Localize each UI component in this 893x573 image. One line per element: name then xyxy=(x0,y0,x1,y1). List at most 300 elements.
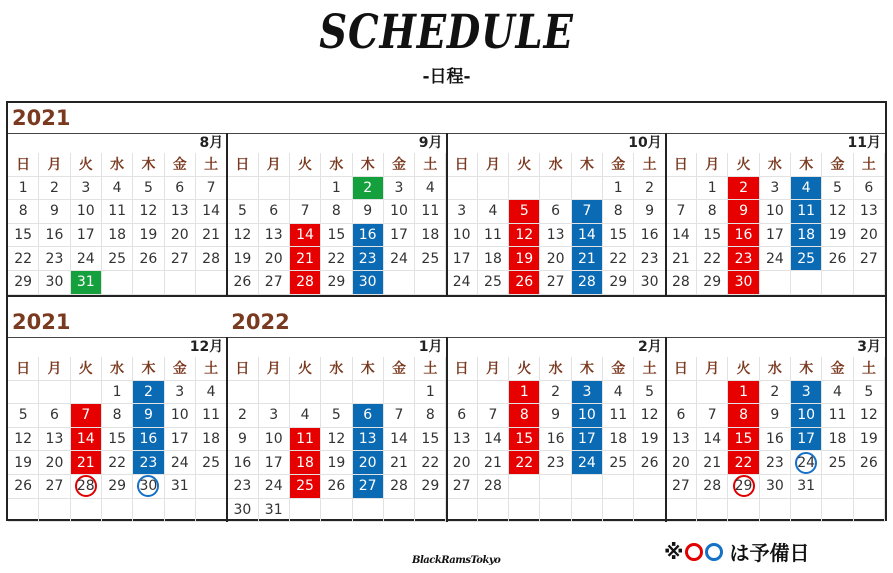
day-cell: 17 xyxy=(165,428,196,452)
weekday-header: 土 xyxy=(196,357,227,381)
empty-day-cell xyxy=(133,271,164,295)
empty-day-cell xyxy=(854,271,885,295)
empty-day-cell xyxy=(290,499,321,523)
day-cell: 17 xyxy=(447,247,478,271)
empty-day-cell xyxy=(791,499,822,523)
day-cell: 27 xyxy=(666,475,697,499)
weekday-header: 土 xyxy=(854,357,885,381)
weekday-header: 月 xyxy=(478,153,509,177)
empty-day-cell xyxy=(822,271,853,295)
empty-day-cell xyxy=(634,475,665,499)
day-cell-blue: 3 xyxy=(791,381,822,405)
empty-day-cell xyxy=(39,499,70,523)
day-cell: 26 xyxy=(822,247,853,271)
day-cell: 15 xyxy=(321,224,352,248)
empty-day-cell xyxy=(165,499,196,523)
day-cell: 9 xyxy=(39,200,70,224)
day-cell: 17 xyxy=(760,224,791,248)
day-cell: 24 xyxy=(165,451,196,475)
day-cell-reserve xyxy=(791,451,822,475)
month-divider xyxy=(446,337,448,522)
day-cell: 5 xyxy=(321,404,352,428)
day-cell: 2 xyxy=(39,177,70,201)
day-cell: 18 xyxy=(415,224,446,248)
day-cell: 29 xyxy=(8,271,39,295)
month-label: 11月 xyxy=(847,135,881,151)
page-subtitle: -日程- xyxy=(422,67,471,87)
day-cell: 27 xyxy=(854,247,885,271)
weekday-header: 金 xyxy=(165,357,196,381)
day-cell: 11 xyxy=(415,200,446,224)
day-cell: 10 xyxy=(384,200,415,224)
day-cell: 14 xyxy=(697,428,728,452)
empty-day-cell xyxy=(290,381,321,405)
day-cell: 18 xyxy=(478,247,509,271)
day-cell: 19 xyxy=(8,451,39,475)
day-cell: 4 xyxy=(603,381,634,405)
day-cell: 20 xyxy=(39,451,70,475)
day-cell-blue: 16 xyxy=(353,224,384,248)
day-cell: 17 xyxy=(384,224,415,248)
day-cell: 11 xyxy=(478,224,509,248)
day-cell: 12 xyxy=(227,224,258,248)
reserve-day-circle: 28 xyxy=(75,475,97,497)
day-cell: 3 xyxy=(760,177,791,201)
day-cell: 22 xyxy=(102,451,133,475)
day-cell-red: 28 xyxy=(290,271,321,295)
day-cell: 3 xyxy=(384,177,415,201)
day-cell: 1 xyxy=(697,177,728,201)
day-cell: 23 xyxy=(540,451,571,475)
day-cell: 17 xyxy=(71,224,102,248)
day-cell: 14 xyxy=(478,428,509,452)
day-cell: 24 xyxy=(760,247,791,271)
day-cell-blue: 10 xyxy=(791,404,822,428)
day-cell: 19 xyxy=(321,451,352,475)
weekday-header: 金 xyxy=(603,153,634,177)
empty-day-cell xyxy=(102,499,133,523)
schedule-calendar xyxy=(6,101,887,521)
day-cell: 9 xyxy=(540,404,571,428)
day-cell: 11 xyxy=(822,404,853,428)
day-cell-red: 23 xyxy=(728,247,759,271)
empty-day-cell xyxy=(603,475,634,499)
day-cell: 15 xyxy=(102,428,133,452)
year-label: 2021 xyxy=(12,310,71,334)
weekday-header: 火 xyxy=(728,357,759,381)
day-cell-blue: 11 xyxy=(791,200,822,224)
empty-day-cell xyxy=(572,177,603,201)
empty-day-cell xyxy=(822,475,853,499)
empty-day-cell xyxy=(760,499,791,523)
day-cell: 10 xyxy=(165,404,196,428)
empty-day-cell xyxy=(39,381,70,405)
day-cell: 5 xyxy=(854,381,885,405)
day-cell: 21 xyxy=(478,451,509,475)
year-label: 2021 xyxy=(12,106,71,130)
day-cell: 29 xyxy=(415,475,446,499)
day-cell-red: 22 xyxy=(509,451,540,475)
day-cell: 8 xyxy=(102,404,133,428)
weekday-header: 木 xyxy=(133,153,164,177)
empty-day-cell xyxy=(478,499,509,523)
day-cell: 12 xyxy=(854,404,885,428)
day-cell: 29 xyxy=(603,271,634,295)
day-cell: 30 xyxy=(39,271,70,295)
empty-day-cell xyxy=(384,499,415,523)
day-cell: 30 xyxy=(227,499,258,523)
day-cell: 1 xyxy=(8,177,39,201)
empty-day-cell xyxy=(415,271,446,295)
day-cell: 27 xyxy=(39,475,70,499)
day-cell: 15 xyxy=(603,224,634,248)
weekday-header: 木 xyxy=(572,357,603,381)
day-cell-red: 18 xyxy=(290,451,321,475)
weekday-header: 水 xyxy=(102,357,133,381)
day-cell-blue: 17 xyxy=(791,428,822,452)
weekday-header: 日 xyxy=(8,153,39,177)
day-cell: 20 xyxy=(447,451,478,475)
day-cell-reserve xyxy=(728,475,759,499)
day-cell-red: 11 xyxy=(290,428,321,452)
day-cell: 19 xyxy=(133,224,164,248)
weekday-header: 火 xyxy=(509,153,540,177)
day-cell: 19 xyxy=(634,428,665,452)
day-cell: 28 xyxy=(666,271,697,295)
weekday-header: 木 xyxy=(572,153,603,177)
day-cell: 19 xyxy=(822,224,853,248)
day-cell-blue: 28 xyxy=(572,271,603,295)
weekday-header: 日 xyxy=(8,357,39,381)
weekday-header: 火 xyxy=(290,153,321,177)
month-label: 10月 xyxy=(628,135,662,151)
day-cell: 9 xyxy=(227,428,258,452)
weekday-header: 金 xyxy=(822,357,853,381)
weekday-header: 日 xyxy=(227,357,258,381)
day-cell-red: 1 xyxy=(728,381,759,405)
weekday-header: 木 xyxy=(353,357,384,381)
empty-day-cell xyxy=(384,271,415,295)
day-cell: 5 xyxy=(8,404,39,428)
empty-day-cell xyxy=(321,499,352,523)
day-cell: 6 xyxy=(39,404,70,428)
month-label: 3月 xyxy=(857,339,881,355)
day-cell: 29 xyxy=(697,271,728,295)
empty-day-cell xyxy=(353,381,384,405)
day-cell: 20 xyxy=(540,247,571,271)
weekday-header: 月 xyxy=(697,153,728,177)
weekday-header: 土 xyxy=(196,153,227,177)
day-cell: 26 xyxy=(227,271,258,295)
day-cell-red: 15 xyxy=(509,428,540,452)
day-cell: 31 xyxy=(259,499,290,523)
day-cell: 30 xyxy=(634,271,665,295)
day-cell: 23 xyxy=(39,247,70,271)
day-cell-red: 19 xyxy=(509,247,540,271)
empty-day-cell xyxy=(760,271,791,295)
empty-day-cell xyxy=(478,177,509,201)
day-cell: 6 xyxy=(540,200,571,224)
day-cell-red: 25 xyxy=(290,475,321,499)
day-cell-blue: 6 xyxy=(353,404,384,428)
day-cell: 10 xyxy=(71,200,102,224)
day-cell: 16 xyxy=(540,428,571,452)
day-cell: 16 xyxy=(760,428,791,452)
weekday-header: 日 xyxy=(666,153,697,177)
empty-day-cell xyxy=(321,381,352,405)
day-cell: 20 xyxy=(854,224,885,248)
empty-day-cell xyxy=(165,271,196,295)
day-cell-green: 2 xyxy=(353,177,384,201)
empty-day-cell xyxy=(478,381,509,405)
day-cell: 3 xyxy=(165,381,196,405)
weekday-header: 木 xyxy=(133,357,164,381)
row-divider xyxy=(8,295,885,297)
empty-day-cell xyxy=(666,381,697,405)
day-cell: 28 xyxy=(478,475,509,499)
weekday-header: 金 xyxy=(165,153,196,177)
month-divider xyxy=(226,337,228,522)
month-divider xyxy=(226,133,228,295)
day-cell: 7 xyxy=(697,404,728,428)
empty-day-cell xyxy=(697,381,728,405)
day-cell: 13 xyxy=(666,428,697,452)
month-label: 9月 xyxy=(418,135,443,151)
reserve-day-circle: 30 xyxy=(137,475,159,497)
empty-day-cell xyxy=(728,499,759,523)
day-cell: 10 xyxy=(447,224,478,248)
empty-day-cell xyxy=(509,177,540,201)
day-cell: 18 xyxy=(603,428,634,452)
weekday-header: 金 xyxy=(384,357,415,381)
day-cell: 10 xyxy=(760,200,791,224)
weekday-header: 日 xyxy=(666,357,697,381)
empty-day-cell xyxy=(634,499,665,523)
day-cell: 6 xyxy=(165,177,196,201)
day-cell-green: 31 xyxy=(71,271,102,295)
red-circle-icon xyxy=(685,543,703,561)
day-cell: 19 xyxy=(854,428,885,452)
day-cell: 7 xyxy=(196,177,227,201)
empty-day-cell xyxy=(666,177,697,201)
day-cell-blue: 10 xyxy=(572,404,603,428)
day-cell-blue: 9 xyxy=(133,404,164,428)
day-cell: 21 xyxy=(666,247,697,271)
day-cell-blue: 30 xyxy=(353,271,384,295)
day-cell: 14 xyxy=(666,224,697,248)
day-cell: 28 xyxy=(196,247,227,271)
day-cell: 23 xyxy=(227,475,258,499)
day-cell-blue: 23 xyxy=(133,451,164,475)
day-cell: 11 xyxy=(102,200,133,224)
day-cell-red: 12 xyxy=(509,224,540,248)
day-cell: 26 xyxy=(8,475,39,499)
day-cell-red: 8 xyxy=(728,404,759,428)
day-cell: 6 xyxy=(854,177,885,201)
day-cell: 4 xyxy=(196,381,227,405)
day-cell: 7 xyxy=(666,200,697,224)
weekday-header: 水 xyxy=(102,153,133,177)
day-cell-red: 1 xyxy=(509,381,540,405)
day-cell: 24 xyxy=(71,247,102,271)
empty-day-cell xyxy=(415,499,446,523)
blue-circle-icon xyxy=(705,543,723,561)
day-cell-blue: 4 xyxy=(791,177,822,201)
day-cell: 12 xyxy=(822,200,853,224)
day-cell-blue: 27 xyxy=(353,475,384,499)
empty-day-cell xyxy=(540,475,571,499)
month-divider xyxy=(665,337,667,522)
day-cell: 20 xyxy=(165,224,196,248)
day-cell: 19 xyxy=(227,247,258,271)
day-cell: 1 xyxy=(415,381,446,405)
day-cell-blue: 16 xyxy=(133,428,164,452)
empty-day-cell xyxy=(196,271,227,295)
day-cell: 6 xyxy=(447,404,478,428)
empty-day-cell xyxy=(290,177,321,201)
weekday-header: 水 xyxy=(760,357,791,381)
day-cell: 29 xyxy=(321,271,352,295)
note-prefix: ※ xyxy=(664,539,684,564)
day-cell: 13 xyxy=(447,428,478,452)
empty-day-cell xyxy=(509,475,540,499)
reserve-day-circle: 29 xyxy=(733,475,755,497)
weekday-header: 月 xyxy=(478,357,509,381)
day-cell: 8 xyxy=(8,200,39,224)
day-cell: 5 xyxy=(133,177,164,201)
weekday-header: 水 xyxy=(321,153,352,177)
day-cell: 3 xyxy=(447,200,478,224)
day-cell: 18 xyxy=(822,428,853,452)
day-cell: 24 xyxy=(447,271,478,295)
weekday-header: 火 xyxy=(71,153,102,177)
day-cell: 4 xyxy=(822,381,853,405)
day-cell: 12 xyxy=(8,428,39,452)
day-cell: 1 xyxy=(603,177,634,201)
day-cell: 27 xyxy=(165,247,196,271)
day-cell: 8 xyxy=(697,200,728,224)
day-cell: 9 xyxy=(760,404,791,428)
day-cell-blue: 25 xyxy=(791,247,822,271)
note-text: は予備日 xyxy=(729,541,810,565)
day-cell: 16 xyxy=(634,224,665,248)
day-cell-red: 14 xyxy=(71,428,102,452)
month-label: 1月 xyxy=(418,339,443,355)
weekday-header: 火 xyxy=(728,153,759,177)
day-cell: 3 xyxy=(259,404,290,428)
day-cell: 30 xyxy=(760,475,791,499)
day-cell: 15 xyxy=(697,224,728,248)
day-cell-reserve xyxy=(71,475,102,499)
day-cell-blue: 14 xyxy=(572,224,603,248)
year-label: 2022 xyxy=(231,310,290,334)
day-cell-reserve xyxy=(133,475,164,499)
month-divider xyxy=(665,133,667,295)
empty-day-cell xyxy=(259,381,290,405)
day-cell: 25 xyxy=(196,451,227,475)
weekday-header: 月 xyxy=(39,357,70,381)
day-cell: 12 xyxy=(634,404,665,428)
day-cell: 4 xyxy=(102,177,133,201)
weekday-header: 火 xyxy=(290,357,321,381)
empty-day-cell xyxy=(854,475,885,499)
day-cell-red: 21 xyxy=(290,247,321,271)
day-cell: 5 xyxy=(822,177,853,201)
empty-day-cell xyxy=(447,381,478,405)
empty-day-cell xyxy=(447,177,478,201)
day-cell-blue: 21 xyxy=(572,247,603,271)
day-cell-red: 14 xyxy=(290,224,321,248)
day-cell: 7 xyxy=(478,404,509,428)
day-cell: 24 xyxy=(384,247,415,271)
day-cell: 23 xyxy=(760,451,791,475)
day-cell: 14 xyxy=(384,428,415,452)
weekday-header: 土 xyxy=(415,357,446,381)
weekday-header: 土 xyxy=(854,153,885,177)
weekday-header: 日 xyxy=(227,153,258,177)
empty-day-cell xyxy=(509,499,540,523)
day-cell: 22 xyxy=(697,247,728,271)
day-cell-red: 22 xyxy=(728,451,759,475)
weekday-header: 火 xyxy=(71,357,102,381)
day-cell: 25 xyxy=(478,271,509,295)
day-cell: 26 xyxy=(321,475,352,499)
day-cell-red: 2 xyxy=(728,177,759,201)
day-cell: 31 xyxy=(791,475,822,499)
day-cell: 12 xyxy=(133,200,164,224)
day-cell: 8 xyxy=(415,404,446,428)
weekday-header: 日 xyxy=(447,357,478,381)
empty-day-cell xyxy=(71,381,102,405)
day-cell: 27 xyxy=(447,475,478,499)
empty-day-cell xyxy=(822,499,853,523)
day-cell-red: 30 xyxy=(728,271,759,295)
day-cell: 22 xyxy=(8,247,39,271)
day-cell: 18 xyxy=(102,224,133,248)
brand-logo: BlackRamsTokyo xyxy=(412,555,501,566)
day-cell-blue: 3 xyxy=(572,381,603,405)
day-cell-red: 15 xyxy=(728,428,759,452)
empty-day-cell xyxy=(71,499,102,523)
day-cell: 2 xyxy=(634,177,665,201)
day-cell-red: 26 xyxy=(509,271,540,295)
weekday-header: 水 xyxy=(321,357,352,381)
empty-day-cell xyxy=(133,499,164,523)
weekday-header: 水 xyxy=(540,357,571,381)
empty-day-cell xyxy=(384,381,415,405)
empty-day-cell xyxy=(540,177,571,201)
day-cell-blue: 18 xyxy=(791,224,822,248)
day-cell-red: 16 xyxy=(728,224,759,248)
day-cell: 25 xyxy=(415,247,446,271)
month-divider xyxy=(446,133,448,295)
day-cell: 5 xyxy=(634,381,665,405)
empty-day-cell xyxy=(259,177,290,201)
day-cell-blue: 13 xyxy=(353,428,384,452)
day-cell: 25 xyxy=(102,247,133,271)
day-cell-blue: 20 xyxy=(353,451,384,475)
day-cell: 27 xyxy=(259,271,290,295)
day-cell: 22 xyxy=(321,247,352,271)
day-cell-blue: 17 xyxy=(572,428,603,452)
day-cell: 2 xyxy=(540,381,571,405)
weekday-header: 土 xyxy=(634,357,665,381)
month-label: 8月 xyxy=(199,135,224,151)
empty-day-cell xyxy=(227,177,258,201)
day-cell: 31 xyxy=(165,475,196,499)
empty-day-cell xyxy=(196,475,227,499)
day-cell: 5 xyxy=(227,200,258,224)
